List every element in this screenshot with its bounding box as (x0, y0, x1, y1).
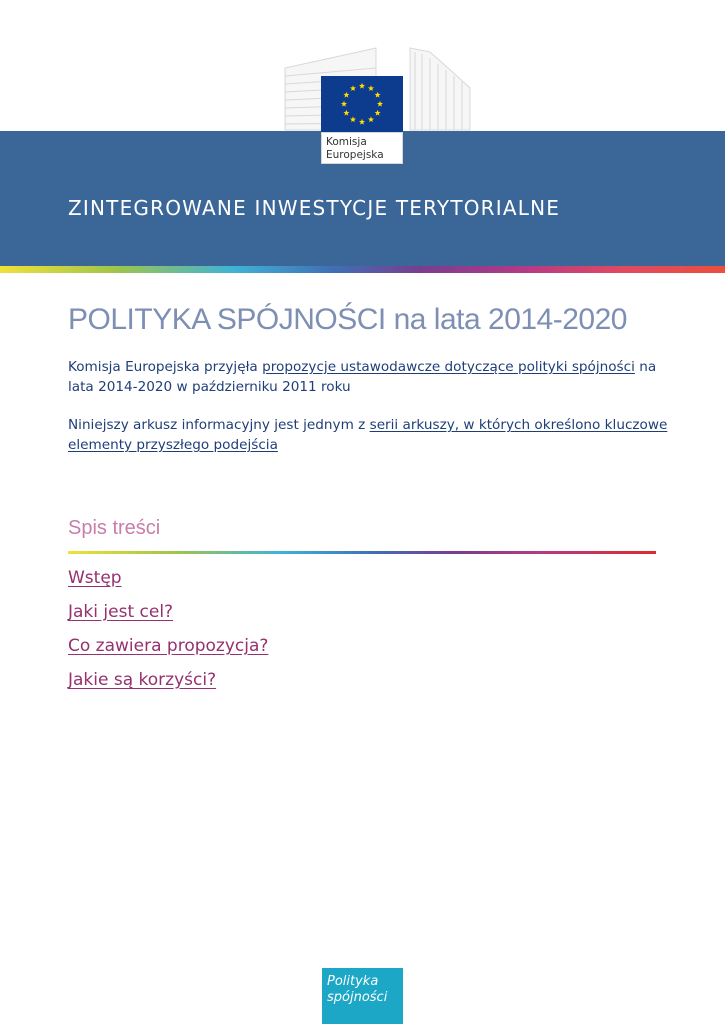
toc-divider (68, 551, 656, 554)
rainbow-stripe (0, 266, 725, 273)
intro-text-after: na lata 2014-2020 w październiku 2011 roku (68, 359, 657, 395)
cohesion-policy-badge (322, 968, 403, 1024)
logo-line2: Europejska (326, 149, 384, 161)
toc-heading: Spis treści (68, 517, 161, 539)
eu-stars-icon (321, 76, 403, 132)
eu-star-icon (343, 110, 349, 116)
logo-line1: Komisja (326, 136, 367, 148)
badge-line1: Polityka (327, 974, 379, 989)
toc-item (68, 670, 268, 704)
badge-line2: spójności (327, 990, 388, 1005)
eu-flag (321, 76, 403, 132)
series-link[interactable]: serii arkuszy, w których określono kluczowe elementy przyszłego podejścia (68, 417, 668, 453)
eu-star-icon (368, 116, 374, 122)
eu-star-icon (377, 101, 383, 107)
toc-item (68, 636, 268, 670)
eu-star-icon (350, 85, 356, 91)
eu-star-icon (375, 92, 381, 98)
series-text-before: Niniejszy arkusz informacyjny jest jednym z (68, 417, 370, 433)
eu-star-icon (375, 110, 381, 116)
toc-item (68, 568, 268, 602)
toc-item (68, 602, 268, 636)
toc-link-benefits[interactable]: Jakie są korzyści? (68, 670, 217, 690)
toc-link-goal[interactable]: Jaki jest cel? (68, 602, 174, 622)
intro-paragraph (68, 357, 668, 397)
table-of-contents (68, 568, 268, 704)
page-title: POLITYKA SPÓJNOŚCI na lata 2014-2020 (68, 303, 627, 336)
series-title: ZINTEGROWANE INWESTYCJE TERYTORIALNE (68, 196, 561, 220)
logo-text-box (321, 132, 403, 164)
toc-link-proposal[interactable]: Co zawiera propozycja? (68, 636, 269, 656)
toc-link-intro[interactable]: Wstęp (68, 568, 122, 588)
eu-star-icon (368, 85, 374, 91)
series-paragraph (68, 415, 668, 455)
intro-text-before: Komisja Europejska przyjęła (68, 359, 263, 375)
eu-star-icon (350, 116, 356, 122)
eu-star-icon (359, 83, 365, 89)
eu-star-icon (343, 92, 349, 98)
ec-logo (280, 38, 475, 168)
eu-star-icon (341, 101, 347, 107)
eu-star-icon (359, 119, 365, 125)
proposals-link[interactable]: propozycje ustawodawcze dotyczące polityki spójności (262, 359, 635, 375)
